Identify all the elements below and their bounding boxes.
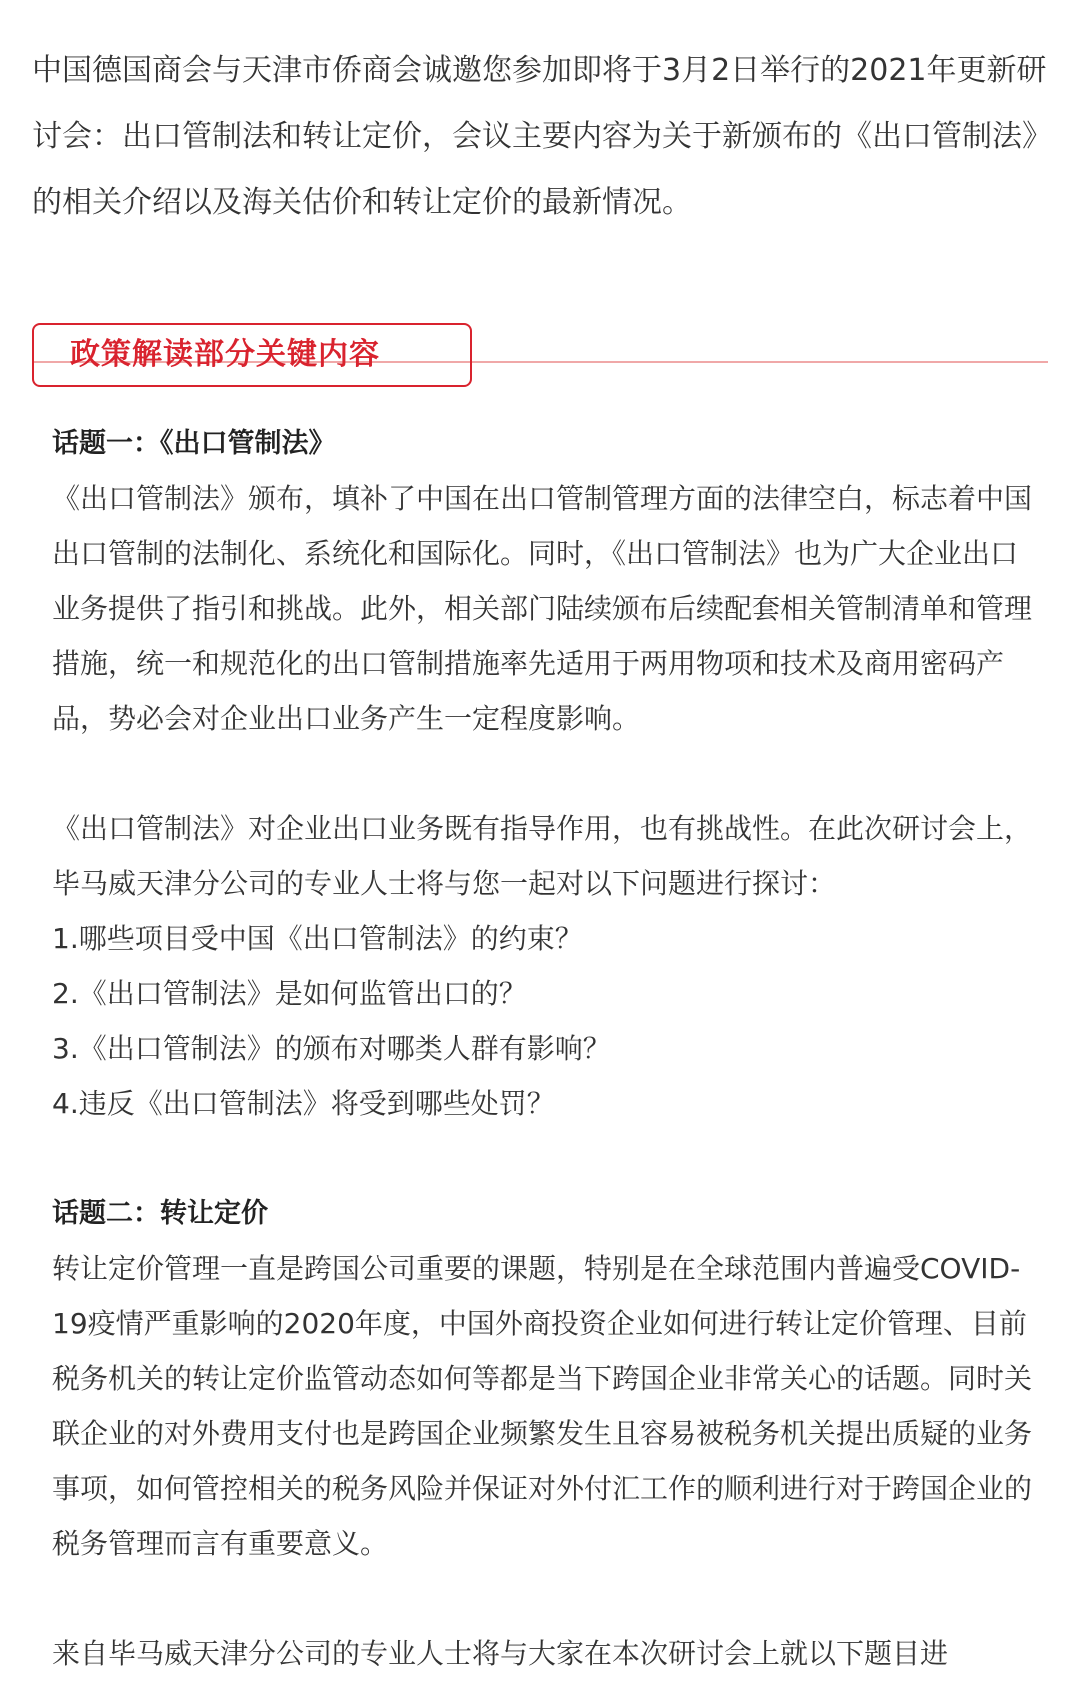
- topic-two-paragraph-2: 来自毕马威天津分公司的专业人士将与大家在本次研讨会上就以下题目进: [52, 1637, 949, 1670]
- topic-one-heading: 话题一：《出口管制法》: [52, 428, 336, 459]
- question-item: 1.哪些项目受中国《出口管制法》的约束？: [52, 922, 583, 955]
- topic-two-heading: 话题二：转让定价: [52, 1198, 268, 1229]
- question-item: 4.违反《出口管制法》将受到哪些处罚？: [52, 1087, 555, 1120]
- section-title: 政策解读部分关键内容: [70, 337, 380, 372]
- topic-one-paragraph-1: 《出口管制法》颁布，填补了中国在出口管制管理方面的法律空白，标志着中国出口管制的法制化、系统化和国际化。同时，《出口管制法》也为广大企业出口业务提供了指引和挑战。此外，相关部门陆续颁布后续配套相关管制清单和管理措施，统一和规范化的出口管制措施率先适用于两用物项和技术及商用密码产品，势必会对企业出口业务产生一定程度影响。: [52, 482, 1033, 735]
- topic-two-paragraph-1: 转让定价管理一直是跨国公司重要的课题，特别是在全球范围内普遍受COVID-19疫情严重影响的2020年度，中国外商投资企业如何进行转让定价管理、目前税务机关的转让定价监管动态如何等都是当下跨国企业非常关心的话题。同时关联企业的对外费用支付也是跨国企业频繁发生且容易被税务机关提出质疑的业务事项，如何管控相关的税务风险并保证对外付汇工作的顺利进行对于跨国企业的税务管理而言有重要意义。: [52, 1252, 1033, 1560]
- paragraph-spacer: [52, 746, 1042, 801]
- paragraph-spacer: [52, 1131, 1042, 1186]
- paragraph-spacer: [52, 1571, 1042, 1626]
- intro-paragraph: 中国德国商会与天津市侨商会诚邀您参加即将于3月2日举行的2021年更新研讨会：出口管制法和转让定价，会议主要内容为关于新颁布的《出口管制法》的相关介绍以及海关估价和转让定价的最新情况。: [32, 53, 1052, 220]
- question-item: 2.《出口管制法》是如何监管出口的？: [52, 977, 527, 1010]
- question-item: 3.《出口管制法》的颁布对哪类人群有影响？: [52, 1032, 611, 1065]
- topic-one-paragraph-2: 《出口管制法》对企业出口业务既有指导作用，也有挑战性。在此次研讨会上，毕马威天津分公司的专业人士将与您一起对以下问题进行探讨：: [52, 812, 1033, 900]
- section-header: [32, 323, 1048, 391]
- article-body: [52, 416, 1042, 1681]
